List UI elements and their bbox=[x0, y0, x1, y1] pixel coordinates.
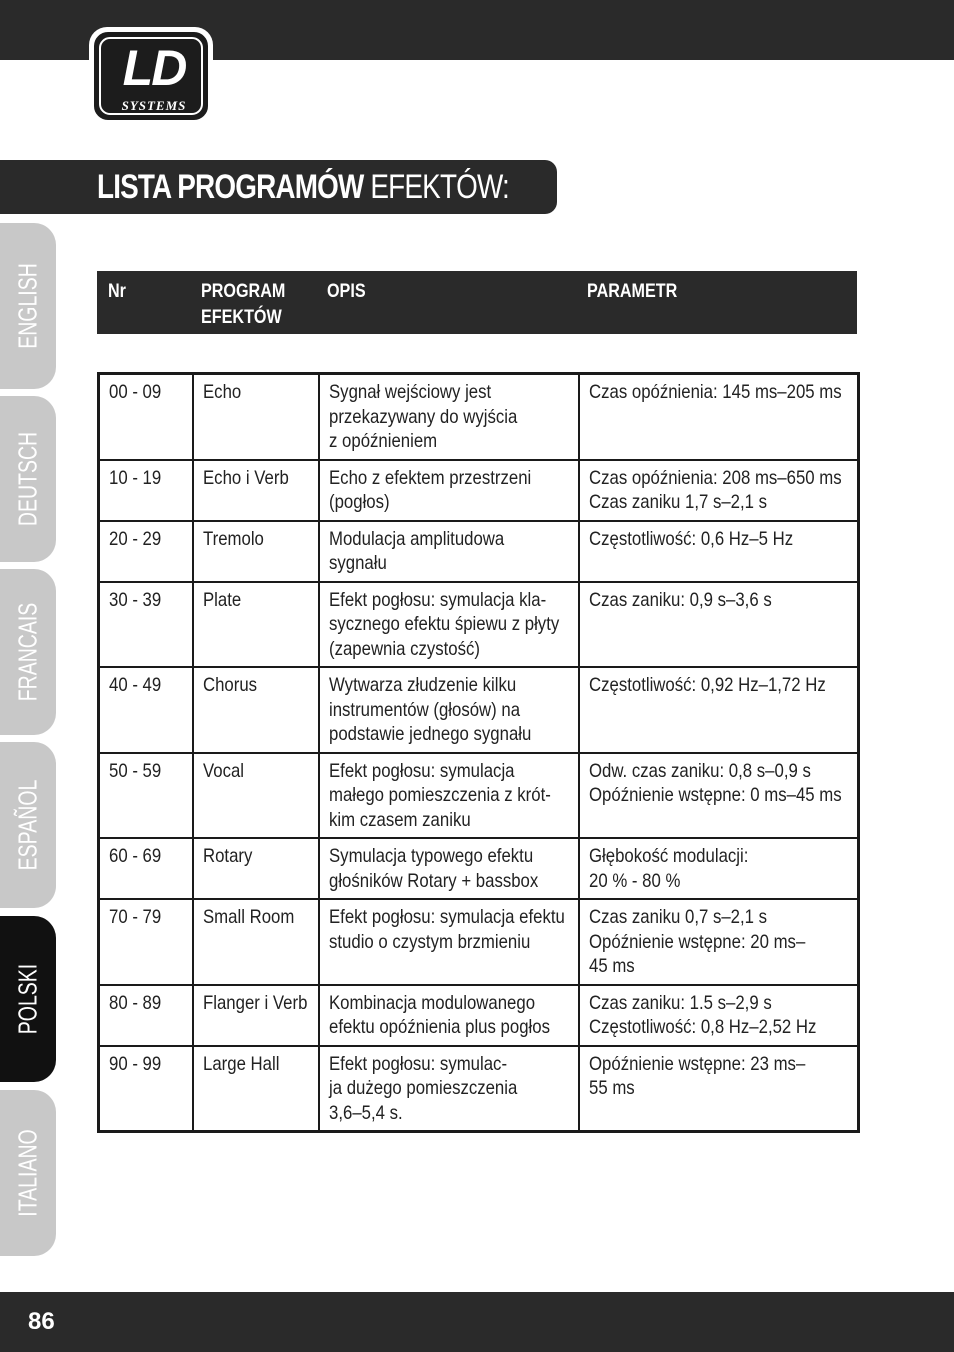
cell-parametr-text: Czas opóźnienia: 145 ms–205 ms bbox=[588, 381, 842, 403]
tab-deutsch-label: DEUTSCH bbox=[12, 431, 43, 527]
cell-parametr bbox=[579, 753, 859, 839]
cell-program bbox=[193, 753, 319, 839]
cell-opis bbox=[319, 374, 579, 460]
title-bar bbox=[0, 160, 557, 214]
cell-opis-text: Wytwarza złudzenie kilku instrumentów (głosów) na podstawie jednego sygnału bbox=[328, 674, 531, 745]
cell-program-text: Small Room bbox=[202, 906, 294, 928]
cell-nr-text: 30 - 39 bbox=[109, 588, 162, 611]
cell-nr bbox=[99, 374, 193, 460]
cell-parametr bbox=[579, 374, 859, 460]
cell-opis-text: Modulacja amplitudowa sygnału bbox=[328, 527, 504, 574]
cell-nr-text: 10 - 19 bbox=[109, 466, 162, 489]
cell-program-text: Chorus bbox=[202, 674, 257, 696]
ld-systems-logo bbox=[89, 27, 213, 125]
cell-program-text: Tremolo bbox=[202, 527, 264, 550]
cell-parametr-text: Częstotliwość: 0,92 Hz–1,72 Hz bbox=[588, 674, 826, 696]
bottom-bar bbox=[0, 1292, 954, 1352]
cell-opis bbox=[319, 460, 579, 521]
table-row bbox=[99, 582, 859, 668]
cell-parametr bbox=[579, 899, 859, 985]
cell-nr-text: 00 - 09 bbox=[109, 381, 162, 403]
cell-program bbox=[193, 985, 319, 1046]
cell-program-text: Flanger i Verb bbox=[202, 991, 307, 1014]
cell-program bbox=[193, 374, 319, 460]
page-title-light: EFEKTÓW: bbox=[370, 168, 509, 206]
cell-nr-text: 70 - 79 bbox=[109, 906, 162, 928]
cell-parametr bbox=[579, 460, 859, 521]
cell-opis bbox=[319, 582, 579, 668]
tab-polski[interactable] bbox=[0, 916, 56, 1082]
cell-parametr-text: Częstotliwość: 0,6 Hz–5 Hz bbox=[588, 527, 793, 550]
cell-opis bbox=[319, 899, 579, 985]
cell-opis bbox=[319, 667, 579, 753]
cell-nr bbox=[99, 838, 193, 899]
cell-parametr bbox=[579, 1046, 859, 1132]
cell-opis bbox=[319, 753, 579, 839]
cell-parametr bbox=[579, 985, 859, 1046]
cell-program-text: Vocal bbox=[202, 759, 244, 782]
cell-parametr bbox=[579, 838, 859, 899]
cell-opis bbox=[319, 1046, 579, 1132]
cell-opis bbox=[319, 838, 579, 899]
cell-nr-text: 80 - 89 bbox=[109, 991, 162, 1014]
cell-program bbox=[193, 582, 319, 668]
cell-program bbox=[193, 899, 319, 985]
cell-nr-text: 20 - 29 bbox=[109, 527, 162, 550]
cell-parametr-text: Opóźnienie wstępne: 23 ms– 55 ms bbox=[588, 1052, 805, 1099]
cell-opis-text: Symulacja typowego efektu głośników Rotary + bassbox bbox=[328, 845, 538, 892]
cell-nr-text: 90 - 99 bbox=[109, 1052, 162, 1075]
cell-parametr-text: Czas zaniku: 0,9 s–3,6 s bbox=[588, 588, 772, 611]
cell-program bbox=[193, 838, 319, 899]
cell-program-text: Plate bbox=[202, 588, 241, 611]
logo-badge bbox=[94, 32, 208, 120]
cell-opis-text: Efekt pogłosu: symulacja kla- sycznego efektu śpiewu z płyty (zapewnia czystość) bbox=[328, 588, 559, 660]
tab-espanol-label: ESPAÑOL bbox=[12, 779, 43, 871]
logo-mark: LD bbox=[122, 40, 186, 96]
table-row bbox=[99, 667, 859, 753]
cell-nr-text: 50 - 59 bbox=[109, 759, 162, 782]
cell-nr bbox=[99, 521, 193, 582]
page-number: 86 bbox=[28, 1308, 55, 1335]
cell-nr bbox=[99, 1046, 193, 1132]
cell-parametr-text: Odw. czas zaniku: 0,8 s–0,9 s Opóźnienie wstępne: 0 ms–45 ms bbox=[588, 759, 842, 806]
cell-parametr bbox=[579, 667, 859, 753]
cell-nr-text: 40 - 49 bbox=[109, 674, 162, 696]
cell-program bbox=[193, 460, 319, 521]
cell-nr bbox=[99, 582, 193, 668]
cell-program-text: Echo i Verb bbox=[202, 466, 289, 489]
program-table bbox=[97, 372, 860, 1133]
cell-program-text: Rotary bbox=[202, 845, 252, 867]
table-row bbox=[99, 374, 859, 460]
page-title-bold: LISTA PROGRAMÓW bbox=[97, 168, 364, 206]
cell-program-text: Echo bbox=[202, 381, 241, 403]
table-header-bar bbox=[97, 271, 857, 334]
table-row bbox=[99, 460, 859, 521]
cell-nr bbox=[99, 985, 193, 1046]
cell-parametr-text: Czas opóźnienia: 208 ms–650 ms Czas zaniku 1,7 s–2,1 s bbox=[588, 466, 842, 513]
tab-deutsch[interactable] bbox=[0, 396, 56, 562]
cell-nr bbox=[99, 753, 193, 839]
cell-opis-text: Kombinacja modulowanego efektu opóźnienia plus pogłos bbox=[328, 991, 550, 1038]
cell-nr bbox=[99, 667, 193, 753]
cell-opis bbox=[319, 521, 579, 582]
page-title bbox=[97, 168, 509, 206]
header-nr: Nr bbox=[108, 281, 126, 302]
tab-italiano[interactable] bbox=[0, 1090, 56, 1256]
cell-program bbox=[193, 667, 319, 753]
tab-english[interactable] bbox=[0, 223, 56, 389]
header-opis: OPIS bbox=[327, 281, 366, 302]
table-row bbox=[99, 838, 859, 899]
cell-program bbox=[193, 1046, 319, 1132]
cell-program-text: Large Hall bbox=[202, 1052, 279, 1075]
table-row bbox=[99, 1046, 859, 1132]
cell-opis-text: Efekt pogłosu: symulac- ja dużego pomieszczenia 3,6–5,4 s. bbox=[328, 1052, 517, 1124]
table-row bbox=[99, 985, 859, 1046]
tab-italiano-label: ITALIANO bbox=[12, 1129, 43, 1217]
table-row bbox=[99, 899, 859, 985]
table-row bbox=[99, 753, 859, 839]
cell-parametr-text: Głębokość modulacji: 20 % - 80 % bbox=[588, 845, 748, 892]
cell-nr-text: 60 - 69 bbox=[109, 845, 162, 867]
tab-espanol[interactable] bbox=[0, 742, 56, 908]
cell-parametr-text: Czas zaniku 0,7 s–2,1 s Opóźnienie wstępne: 20 ms– 45 ms bbox=[588, 906, 805, 977]
cell-parametr-text: Czas zaniku: 1.5 s–2,9 s Częstotliwość: 0,8 Hz–2,52 Hz bbox=[588, 991, 816, 1038]
header-program: PROGRAM EFEKTÓW bbox=[201, 281, 286, 328]
tab-polski-label: POLSKI bbox=[12, 963, 43, 1035]
tab-francais[interactable] bbox=[0, 569, 56, 735]
cell-opis-text: Efekt pogłosu: symulacja małego pomieszczenia z krót- kim czasem zaniku bbox=[328, 759, 551, 831]
logo-subtitle: SYSTEMS bbox=[121, 98, 187, 113]
cell-program bbox=[193, 521, 319, 582]
cell-nr bbox=[99, 460, 193, 521]
cell-opis-text: Echo z efektem przestrzeni (pogłos) bbox=[328, 466, 531, 513]
tab-english-label: ENGLISH bbox=[12, 263, 43, 349]
cell-opis-text: Efekt pogłosu: symulacja efektu studio o czystym brzmieniu bbox=[328, 906, 565, 953]
tab-francais-label: FRANCAIS bbox=[12, 602, 43, 702]
cell-opis-text: Sygnał wejściowy jest przekazywany do wyjścia z opóźnieniem bbox=[328, 381, 517, 452]
cell-opis bbox=[319, 985, 579, 1046]
table-row bbox=[99, 521, 859, 582]
cell-nr bbox=[99, 899, 193, 985]
cell-parametr bbox=[579, 521, 859, 582]
cell-parametr bbox=[579, 582, 859, 668]
header-parametr: PARAMETR bbox=[587, 281, 678, 302]
